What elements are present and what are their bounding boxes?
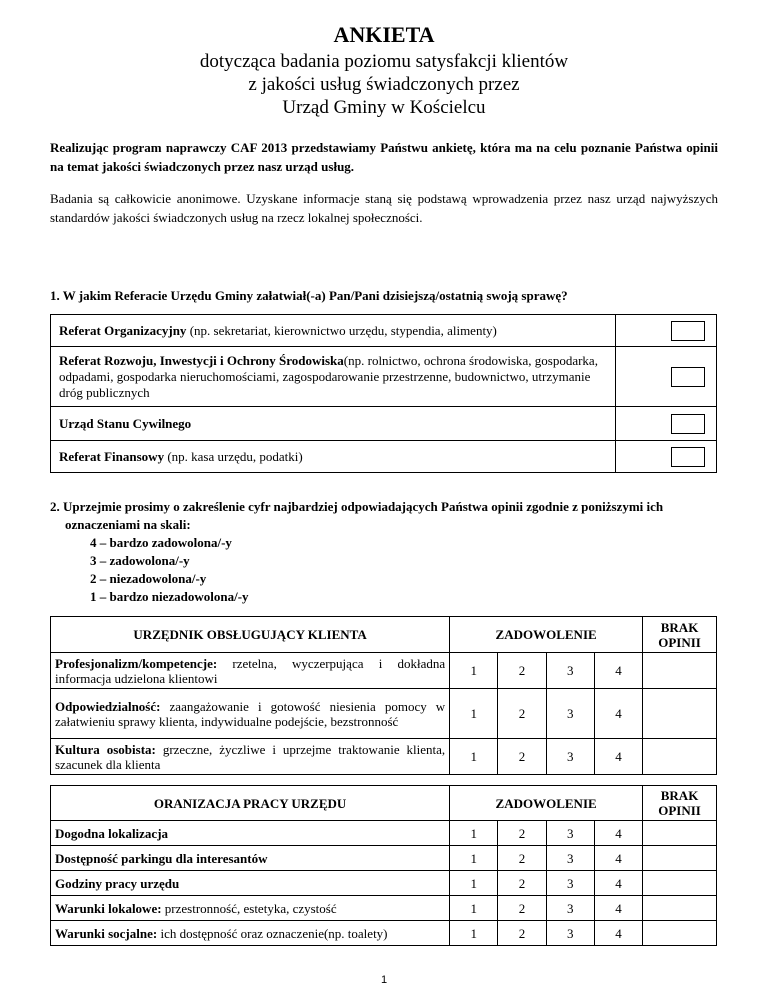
score-4[interactable]: 4 <box>594 871 642 896</box>
official-rating-table <box>50 616 717 775</box>
score-1[interactable]: 1 <box>450 871 498 896</box>
no-opinion-cell[interactable] <box>643 896 717 921</box>
intro-paragraph-1: Realizując program naprawczy CAF 2013 przedstawiamy Państwu ankietę, która ma na celu poznanie Państwa opinii na temat jakości świadczonych przez nasz urząd usług. <box>50 140 718 174</box>
score-2[interactable]: 2 <box>498 653 546 689</box>
no-opinion-cell[interactable] <box>643 653 717 689</box>
score-1[interactable]: 1 <box>450 689 498 739</box>
score-1[interactable]: 1 <box>450 739 498 775</box>
department-desc: (np. kasa urzędu, podatki) <box>164 448 303 464</box>
department-checkbox[interactable] <box>671 321 705 341</box>
satisfaction-header: ZADOWOLENIE <box>450 786 643 821</box>
subtitle-line-3: Urząd Gminy w Kościelcu <box>282 97 486 118</box>
question-2-text <box>50 498 730 534</box>
score-1[interactable]: 1 <box>450 921 498 946</box>
criterion-name: Dostępność parkingu dla interesantów <box>55 850 268 866</box>
score-1[interactable]: 1 <box>450 846 498 871</box>
criterion-desc: zaangażowanie i gotowość niesienia pomocy w załatwieniu sprawy klienta, indywidualne podejście, bezstronność <box>55 698 446 729</box>
no-opinion-cell[interactable] <box>643 739 717 775</box>
score-3[interactable]: 3 <box>546 653 594 689</box>
score-2[interactable]: 2 <box>498 921 546 946</box>
score-3[interactable]: 3 <box>546 871 594 896</box>
criterion-name: Dogodna lokalizacja <box>55 825 169 841</box>
criterion-cell <box>51 896 450 921</box>
no-opinion-cell[interactable] <box>643 921 717 946</box>
score-2[interactable]: 2 <box>498 896 546 921</box>
scale-1: 1 – bardzo niezadowolona/-y <box>90 589 249 604</box>
criterion-cell <box>51 846 450 871</box>
department-table <box>50 314 717 473</box>
criterion-name: Godziny pracy urzędu <box>55 875 180 891</box>
no-opinion-cell[interactable] <box>643 821 717 846</box>
intro-paragraph-2: Badania są całkowicie anonimowe. Uzyskane informacje staną się podstawą wprowadzenia przez nasz urząd najwyższych standardów jakości świadczonych usług na rzecz lokalnej społeczności. <box>50 191 718 225</box>
department-name: Urząd Stanu Cywilnego <box>59 415 192 431</box>
organization-table-header: ORANIZACJA PRACY URZĘDU <box>51 786 450 821</box>
score-4[interactable]: 4 <box>594 896 642 921</box>
scale-4: 4 – bardzo zadowolona/-y <box>90 535 232 550</box>
page-number: 1 <box>380 974 388 986</box>
score-4[interactable]: 4 <box>594 821 642 846</box>
score-1[interactable]: 1 <box>450 653 498 689</box>
criterion-cell <box>51 921 450 946</box>
department-checkbox[interactable] <box>671 414 705 434</box>
score-4[interactable]: 4 <box>594 921 642 946</box>
criterion-name: Odpowiedzialność: <box>55 698 161 714</box>
department-option <box>51 407 616 441</box>
criterion-desc: ich dostępność oraz oznaczenie(np. toalety) <box>157 925 388 941</box>
department-desc: (np. rolnictwo, ochrona środowiska, gospodarka, odpadami, gospodarka nieruchomościami, zagospodarowanie przestrzenne, budownictwo, utrzymanie dróg publicznych <box>59 352 598 400</box>
question-1-text: 1. W jakim Referacie Urzędu Gminy załatwiał(-a) Pan/Pani dzisiejszą/ostatnią swoją sprawę? <box>50 288 568 303</box>
score-4[interactable]: 4 <box>594 689 642 739</box>
score-3[interactable]: 3 <box>546 689 594 739</box>
score-3[interactable]: 3 <box>546 821 594 846</box>
criterion-name: Kultura osobista: <box>55 741 156 757</box>
no-opinion-header: BRAK OPINII <box>643 786 717 821</box>
score-4[interactable]: 4 <box>594 846 642 871</box>
criterion-name: Warunki socjalne: <box>55 925 158 941</box>
score-1[interactable]: 1 <box>450 821 498 846</box>
score-3[interactable]: 3 <box>546 739 594 775</box>
subtitle-line-2: z jakości usług świadczonych przez <box>248 74 520 95</box>
criterion-name: Profesjonalizm/kompetencje: <box>55 655 218 671</box>
satisfaction-header: ZADOWOLENIE <box>450 617 643 653</box>
department-name: Referat Rozwoju, Inwestycji i Ochrony Środowiska <box>59 352 344 368</box>
criterion-cell <box>51 821 450 846</box>
score-3[interactable]: 3 <box>546 846 594 871</box>
score-2[interactable]: 2 <box>498 871 546 896</box>
score-1[interactable]: 1 <box>450 896 498 921</box>
criterion-desc: grzeczne, życzliwe i uprzejme traktowanie klienta, szacunek dla klienta <box>55 741 446 772</box>
score-2[interactable]: 2 <box>498 846 546 871</box>
criterion-cell <box>51 871 450 896</box>
scale-2: 2 – niezadowolona/-y <box>90 571 207 586</box>
score-2[interactable]: 2 <box>498 739 546 775</box>
criterion-desc: rzetelna, wyczerpująca i dokładna informacja udzielona klientowi <box>55 655 446 686</box>
official-table-header: URZĘDNIK OBSŁUGUJĄCY KLIENTA <box>51 617 450 653</box>
department-option <box>51 441 616 473</box>
survey-title: ANKIETA <box>333 22 435 47</box>
department-option <box>51 315 616 347</box>
department-checkbox[interactable] <box>671 447 705 467</box>
department-checkbox[interactable] <box>671 367 705 387</box>
question-2-label: 2. Uprzejmie prosimy o zakreślenie cyfr najbardziej odpowiadających Państwa opinii zgodnie z poniższymi ich oznaczeniami na skali: <box>50 499 664 532</box>
department-option <box>51 347 616 407</box>
subtitle-line-1: dotycząca badania poziomu satysfakcji klientów <box>199 51 569 72</box>
scale-3: 3 – zadowolona/-y <box>90 553 190 568</box>
score-2[interactable]: 2 <box>498 821 546 846</box>
criterion-name: Warunki lokalowe: <box>55 900 162 916</box>
department-name: Referat Organizacyjny <box>59 322 187 338</box>
criterion-cell <box>51 689 450 739</box>
score-4[interactable]: 4 <box>594 739 642 775</box>
department-desc: (np. sekretariat, kierownictwo urzędu, stypendia, alimenty) <box>186 322 497 338</box>
score-4[interactable]: 4 <box>594 653 642 689</box>
score-2[interactable]: 2 <box>498 689 546 739</box>
score-3[interactable]: 3 <box>546 921 594 946</box>
department-name: Referat Finansowy <box>59 448 165 464</box>
score-3[interactable]: 3 <box>546 896 594 921</box>
criterion-cell <box>51 739 450 775</box>
criterion-desc: przestronność, estetyka, czystość <box>161 900 337 916</box>
no-opinion-cell[interactable] <box>643 689 717 739</box>
criterion-cell <box>51 653 450 689</box>
no-opinion-cell[interactable] <box>643 871 717 896</box>
no-opinion-header: BRAK OPINII <box>643 617 717 653</box>
organization-rating-table <box>50 785 717 946</box>
no-opinion-cell[interactable] <box>643 846 717 871</box>
